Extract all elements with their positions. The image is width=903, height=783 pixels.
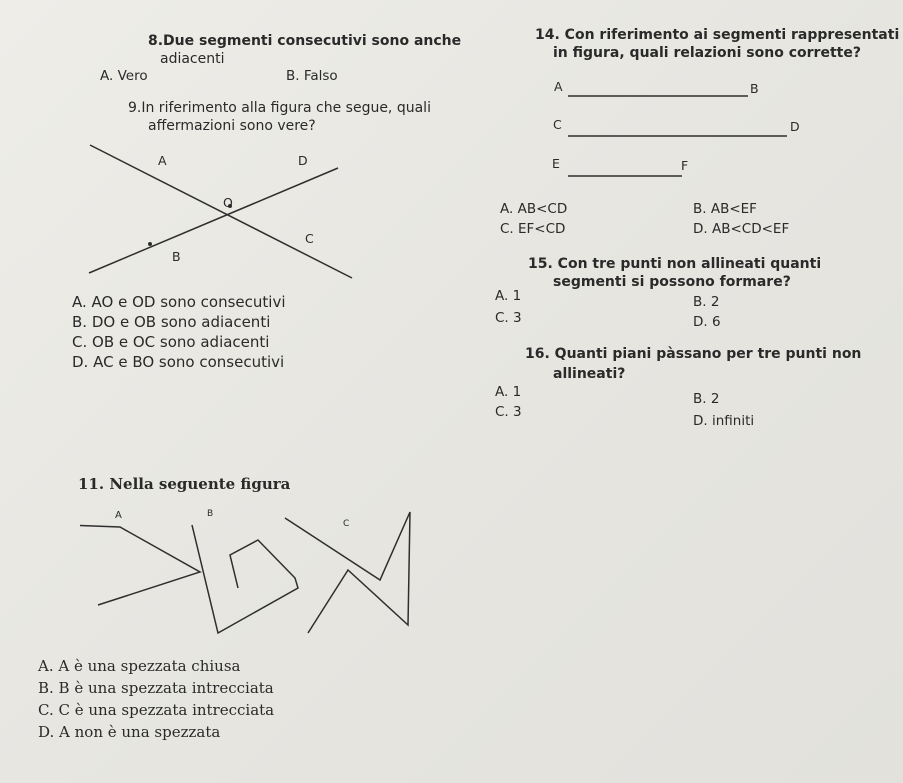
q11-option-d[interactable]: D. A non è una spezzata <box>38 723 221 741</box>
q11-polylines-figure <box>80 500 420 640</box>
q14-text-line2: in figura, quali relazioni sono corrette? <box>553 45 861 61</box>
q8-option-b[interactable]: B. Falso <box>286 68 338 84</box>
q15-option-c[interactable]: C. 3 <box>495 310 522 326</box>
q14-label-f: F <box>681 158 689 173</box>
q9-line-bd <box>89 168 338 273</box>
q8-option-a[interactable]: A. Vero <box>100 68 148 84</box>
q14-label-d: D <box>790 119 800 134</box>
q11-label-c: C <box>343 519 350 529</box>
q9-option-a[interactable]: A. AO e OD sono consecutivi <box>72 293 286 311</box>
q16-option-a[interactable]: A. 1 <box>495 384 522 400</box>
q16-option-d[interactable]: D. infiniti <box>693 413 755 429</box>
q14-label-c: C <box>553 117 562 132</box>
q9-intersecting-lines-figure <box>80 140 370 285</box>
q11-text: 11. Nella seguente figura <box>78 475 291 493</box>
q14-label-a: A <box>554 79 563 94</box>
q14-option-d[interactable]: D. AB<CD<EF <box>693 221 790 237</box>
q9-text-line1: 9.In riferimento alla figura che segue, quali <box>128 100 431 116</box>
q9-label-d: D <box>298 153 308 168</box>
q16-option-b[interactable]: B. 2 <box>693 391 720 407</box>
q15-text-line1: 15. Con tre punti non allineati quanti <box>528 256 822 272</box>
q9-label-b: B <box>172 249 181 264</box>
q14-label-b: B <box>750 81 759 96</box>
q14-label-e: E <box>552 156 560 171</box>
q9-label-c: C <box>305 231 314 246</box>
q9-label-o: O <box>223 195 233 210</box>
q16-text-line1: 16. Quanti piani pàssano per tre punti non <box>525 346 862 362</box>
q9-option-d[interactable]: D. AC e BO sono consecutivi <box>72 353 285 371</box>
q14-option-b[interactable]: B. AB<EF <box>693 201 757 217</box>
q9-text-line2: affermazioni sono vere? <box>148 118 316 134</box>
q11-option-a[interactable]: A. A è una spezzata chiusa <box>38 657 241 675</box>
q16-option-c[interactable]: C. 3 <box>495 404 522 420</box>
q15-option-d[interactable]: D. 6 <box>693 314 721 330</box>
q9-option-c[interactable]: C. OB e OC sono adiacenti <box>72 333 270 351</box>
q11-option-c[interactable]: C. C è una spezzata intrecciata <box>38 701 275 719</box>
q15-option-b[interactable]: B. 2 <box>693 294 720 310</box>
q16-text-line2: allineati? <box>553 366 626 382</box>
q11-label-b: B <box>207 509 214 519</box>
q15-option-a[interactable]: A. 1 <box>495 288 522 304</box>
q9-line-ac <box>90 145 352 278</box>
q15-text-line2: segmenti si possono formare? <box>553 274 791 290</box>
q11-polyline-a <box>80 525 200 605</box>
q11-label-a: A <box>115 510 122 521</box>
q14-text-line1: 14. Con riferimento ai segmenti rappresentati <box>535 27 900 43</box>
q9-option-b[interactable]: B. DO e OB sono adiacenti <box>72 313 271 331</box>
q11-polyline-b <box>192 525 298 633</box>
q8-text-line2: adiacenti <box>160 51 225 67</box>
q11-polyline-c <box>285 512 410 633</box>
q14-option-c[interactable]: C. EF<CD <box>500 221 566 237</box>
q9-point-b <box>148 242 152 246</box>
q9-label-a: A <box>158 153 167 168</box>
q14-option-a[interactable]: A. AB<CD <box>500 201 568 217</box>
q11-option-b[interactable]: B. B è una spezzata intrecciata <box>38 679 274 697</box>
q14-segments-figure <box>560 80 800 180</box>
q8-text-line1: 8.Due segmenti consecutivi sono anche <box>148 33 462 49</box>
